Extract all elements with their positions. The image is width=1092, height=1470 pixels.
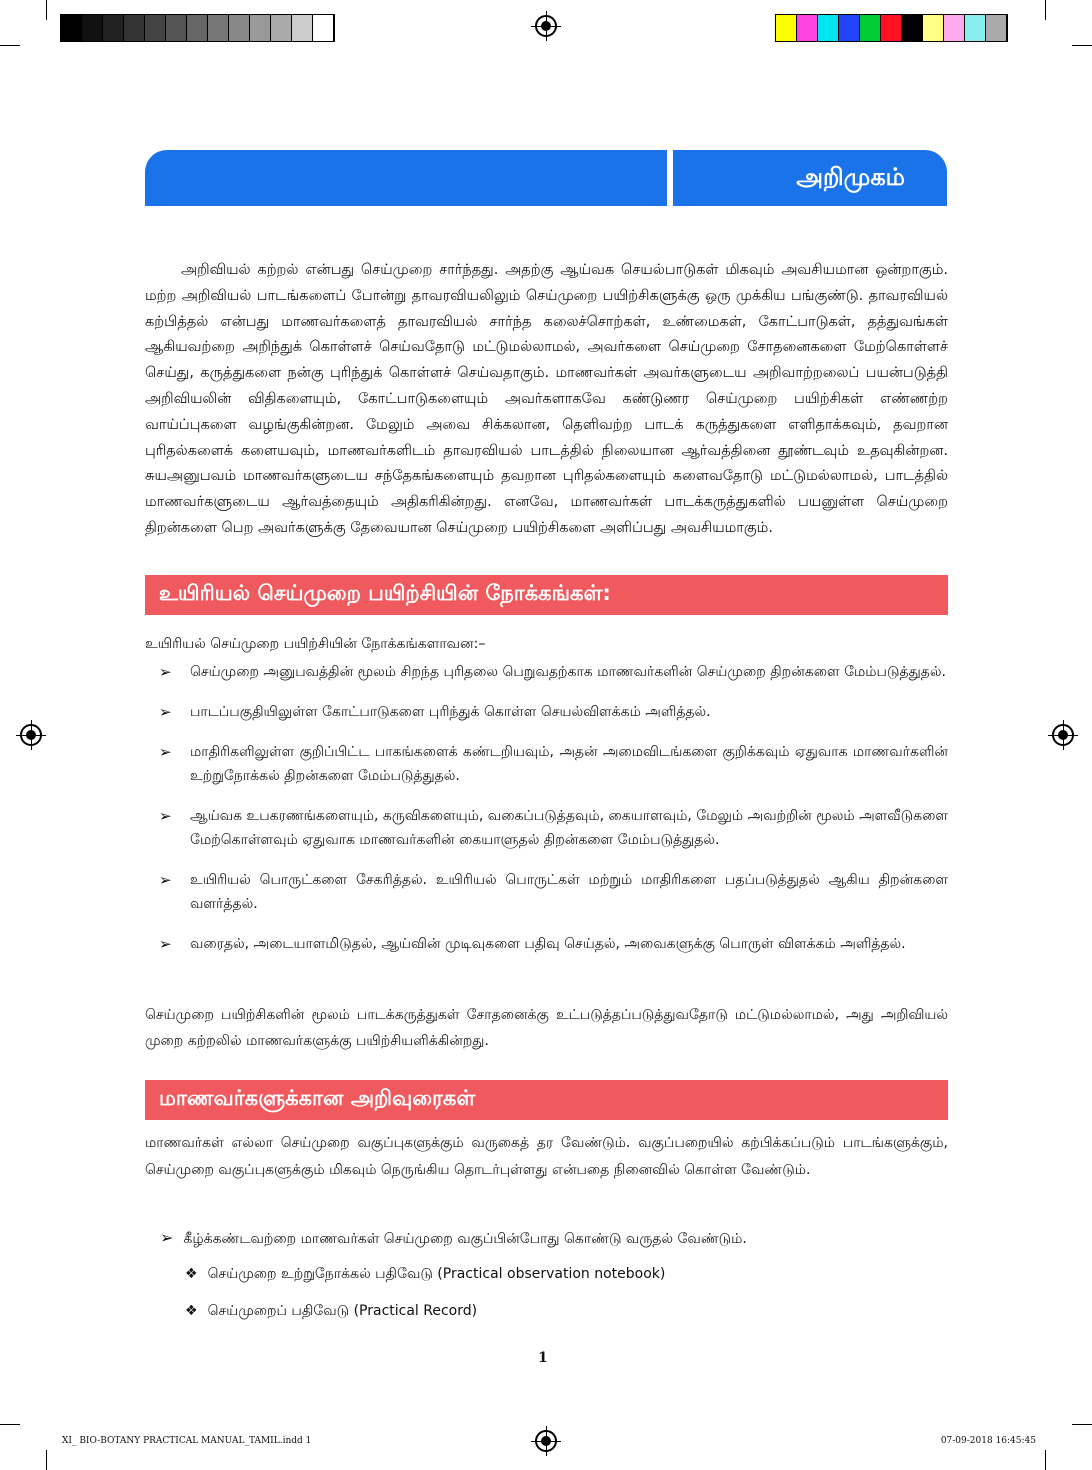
section-heading: மாணவர்களுக்கான அறிவுரைகள் bbox=[159, 1086, 476, 1110]
color-swatch bbox=[797, 15, 818, 41]
banner-right-block bbox=[673, 150, 947, 206]
color-swatch bbox=[965, 15, 986, 41]
objectives-list bbox=[145, 660, 948, 972]
timestamp: 07-09-2018 16:45:45 bbox=[940, 1436, 1036, 1446]
page-title: அறிமுகம் bbox=[796, 163, 905, 191]
color-swatch bbox=[103, 15, 124, 41]
arrow-bullet-icon: ➢ bbox=[159, 663, 172, 681]
crop-mark bbox=[46, 1450, 47, 1470]
list-item: ❖ செய்முறைப் பதிவேடு (Practical Record) bbox=[185, 1303, 478, 1319]
list-item: ➢ பாடப்பகுதியிலுள்ள கோட்பாடுகளை புரிந்துக் கொள்ள செயல்விளக்கம் அளித்தல். bbox=[145, 700, 948, 724]
list-item: ➢ கீழ்க்கண்டவற்றை மாணவர்கள் செய்முறை வகுப்பின்போது கொண்டு வருதல் வேண்டும். bbox=[160, 1228, 747, 1247]
color-swatch bbox=[818, 15, 839, 41]
arrow-bullet-icon: ➢ bbox=[159, 935, 172, 953]
list-item: ➢ மாதிரிகளிலுள்ள குறிப்பிட்ட பாகங்களைக் கண்டறியவும், அதன் அமைவிடங்களை குறிக்கவும் ஏதுவாக மாணவர்களின் உற்றுநோக்கல் திறன்களை மேம்படுத்துதல். bbox=[145, 740, 948, 788]
objectives-lead: உயிரியல் செய்முறை பயிற்சியின் நோக்கங்களாவன:– bbox=[145, 636, 486, 652]
arrow-bullet-icon: ➢ bbox=[159, 743, 172, 761]
color-swatch bbox=[145, 15, 166, 41]
color-swatch bbox=[776, 15, 797, 41]
color-swatch bbox=[860, 15, 881, 41]
color-swatch bbox=[250, 15, 271, 41]
arrow-bullet-icon: ➢ bbox=[159, 871, 172, 889]
color-swatch bbox=[61, 15, 82, 41]
intro-paragraph: அறிவியல் கற்றல் என்பது செய்முறை சார்ந்தது. அதற்கு ஆய்வக செயல்பாடுகள் மிகவும் அவசியமான ஒன்றாகும். மற்ற அறிவியல் பாடங்களைப் போன்று தாவரவியலிலும் செய்முறை பயிற்சிகளுக்கு ஒரு முக்கிய பங்குண்டு. தாவரவியல் கற்பித்தல் என்பது மாணவர்களைத் தாவரவியல் சார்ந்த கலைச்சொற்கள், உண்மைகள், கோட்பாடுகள், தத்துவங்கள் ஆகியவற்றை அறிந்துக் கொள்ளச் செய்வதோடு மட்டுமல்லாமல், அவர்களை செய்முறை சோதனைகளை மேற்கொள்ளச் செய்து, கருத்துகளை நன்கு புரிந்துக் கொள்ளச் செய்வதாகும். மாணவர்கள் அவர்களுடைய அறிவாற்றலைப் பயன்படுத்தி அறிவியலின் விதிகளையும், கோட்பாடுகளையும் அவர்களாகவே கண்டுணர செய்முறை பயிற்சிகள் எண்ணற்ற வாய்ப்புகளை வழங்குகின்றன. மேலும் அவை சிக்கலான, தெளிவற்ற பாடக் கருத்துகளை எளிதாக்கவும், தவறான புரிதல்களைக் களையவும், மாணவர்களிடம் தாவரவியல் பாடத்தில் நிலையான ஆர்வத்தினை தூண்டவும் உதவுகின்றன. சுயஅனுபவம் மாணவர்களுடைய சந்தேகங்களையும் தவறான புரிதல்களையும் களைவதோடு மட்டுமல்லாமல், பாடத்தில் மாணவர்களுடைய ஆர்வத்தையும் அதிகரிகின்றது. எனவே, மாணவர்கள் பாடக்கருத்துகளில் பயனுள்ள செய்முறை திறன்களை பெற அவர்களுக்கு தேவையான செய்முறை பயிற்சிகளை அளிப்பது அவசியமாகும். bbox=[145, 262, 948, 536]
crop-mark bbox=[46, 0, 47, 20]
diamond-bullet-icon: ❖ bbox=[185, 1303, 198, 1319]
crop-mark bbox=[1072, 45, 1092, 46]
color-swatch bbox=[166, 15, 187, 41]
objectives-closing: செய்முறை பயிற்சிகளின் மூலம் பாடக்கருத்துகள் சோதனைக்கு உட்படுத்தப்படுத்துவதோடு மட்டுமல்லாமல், அது அறிவியல் முறை கற்றலில் மாணவர்களுக்கு பயிற்சியளிக்கின்றது. bbox=[145, 1007, 948, 1049]
color-swatch bbox=[292, 15, 313, 41]
crop-mark bbox=[0, 1424, 20, 1425]
instructions-paragraph: மாணவர்கள் எல்லா செய்முறை வகுப்புகளுக்கும் வருகைத் தர வேண்டும். வகுப்பறையில் கற்பிக்கப்படும் பாடங்களுக்கும், செய்முறை வகுப்புகளுக்கும் மிகவும் நெருங்கிய தொடர்புள்ளது என்பதை நினைவில் கொள்ள வேண்டும். bbox=[145, 1135, 948, 1178]
crop-mark bbox=[1045, 1450, 1046, 1470]
color-swatch bbox=[313, 15, 334, 41]
list-item: ➢ வரைதல், அடையாளமிடுதல், ஆய்வின் முடிவுகளை பதிவு செய்தல், அவைகளுக்கு பொருள் விளக்கம் அளித்தல். bbox=[145, 932, 948, 956]
color-swatch bbox=[82, 15, 103, 41]
arrow-bullet-icon: ➢ bbox=[159, 703, 172, 721]
registration-mark-icon bbox=[535, 1430, 557, 1452]
chapter-banner bbox=[145, 150, 947, 206]
section-heading-bar bbox=[145, 575, 948, 615]
color-swatch bbox=[923, 15, 944, 41]
banner-left-block bbox=[145, 150, 667, 206]
color-swatch bbox=[944, 15, 965, 41]
list-item: ➢ செய்முறை அனுபவத்தின் மூலம் சிறந்த புரிதலை பெறுவதற்காக மாணவர்களின் செய்முறை திறன்களை மேம்படுத்துதல். bbox=[145, 660, 948, 684]
crop-mark bbox=[0, 45, 20, 46]
crop-mark bbox=[1072, 1424, 1092, 1425]
page-number: 1 bbox=[538, 1350, 548, 1366]
registration-mark-icon bbox=[20, 724, 42, 746]
section-heading: உயிரியல் செய்முறை பயிற்சியின் நோக்கங்கள்: bbox=[159, 581, 611, 605]
arrow-bullet-icon: ➢ bbox=[160, 1228, 174, 1247]
file-name: XI_ BIO-BOTANY PRACTICAL MANUAL_TAMIL.indd 1 bbox=[62, 1436, 312, 1446]
color-calibration-strip bbox=[775, 14, 1008, 42]
color-swatch bbox=[229, 15, 250, 41]
color-swatch bbox=[208, 15, 229, 41]
section-heading-bar bbox=[145, 1080, 948, 1120]
registration-mark-icon bbox=[1052, 724, 1074, 746]
arrow-bullet-icon: ➢ bbox=[159, 807, 172, 825]
diamond-bullet-icon: ❖ bbox=[185, 1266, 198, 1282]
color-swatch bbox=[271, 15, 292, 41]
registration-mark-icon bbox=[535, 15, 557, 37]
crop-mark bbox=[1045, 0, 1046, 20]
color-swatch bbox=[881, 15, 902, 41]
color-swatch bbox=[124, 15, 145, 41]
list-item: ➢ உயிரியல் பொருட்களை சேகரித்தல். உயிரியல் பொருட்கள் மற்றும் மாதிரிகளை பதப்படுத்துதல் ஆகிய திறன்களை வளர்த்தல். bbox=[145, 868, 948, 916]
color-swatch bbox=[187, 15, 208, 41]
color-swatch bbox=[839, 15, 860, 41]
color-swatch bbox=[986, 15, 1007, 41]
list-item: ➢ ஆய்வக உபகரணங்களையும், கருவிகளையும், வகைப்படுத்தவும், கையாளவும், மேலும் அவற்றின் மூலம் அளவீடுகளை மேற்கொள்ளவும் ஏதுவாக மாணவர்களின் கையாளுதல் திறன்களை மேம்படுத்துதல். bbox=[145, 804, 948, 852]
color-swatch bbox=[902, 15, 923, 41]
gray-calibration-strip bbox=[60, 14, 335, 42]
list-item: ❖ செய்முறை உற்றுநோக்கல் பதிவேடு (Practical observation notebook) bbox=[185, 1266, 666, 1282]
